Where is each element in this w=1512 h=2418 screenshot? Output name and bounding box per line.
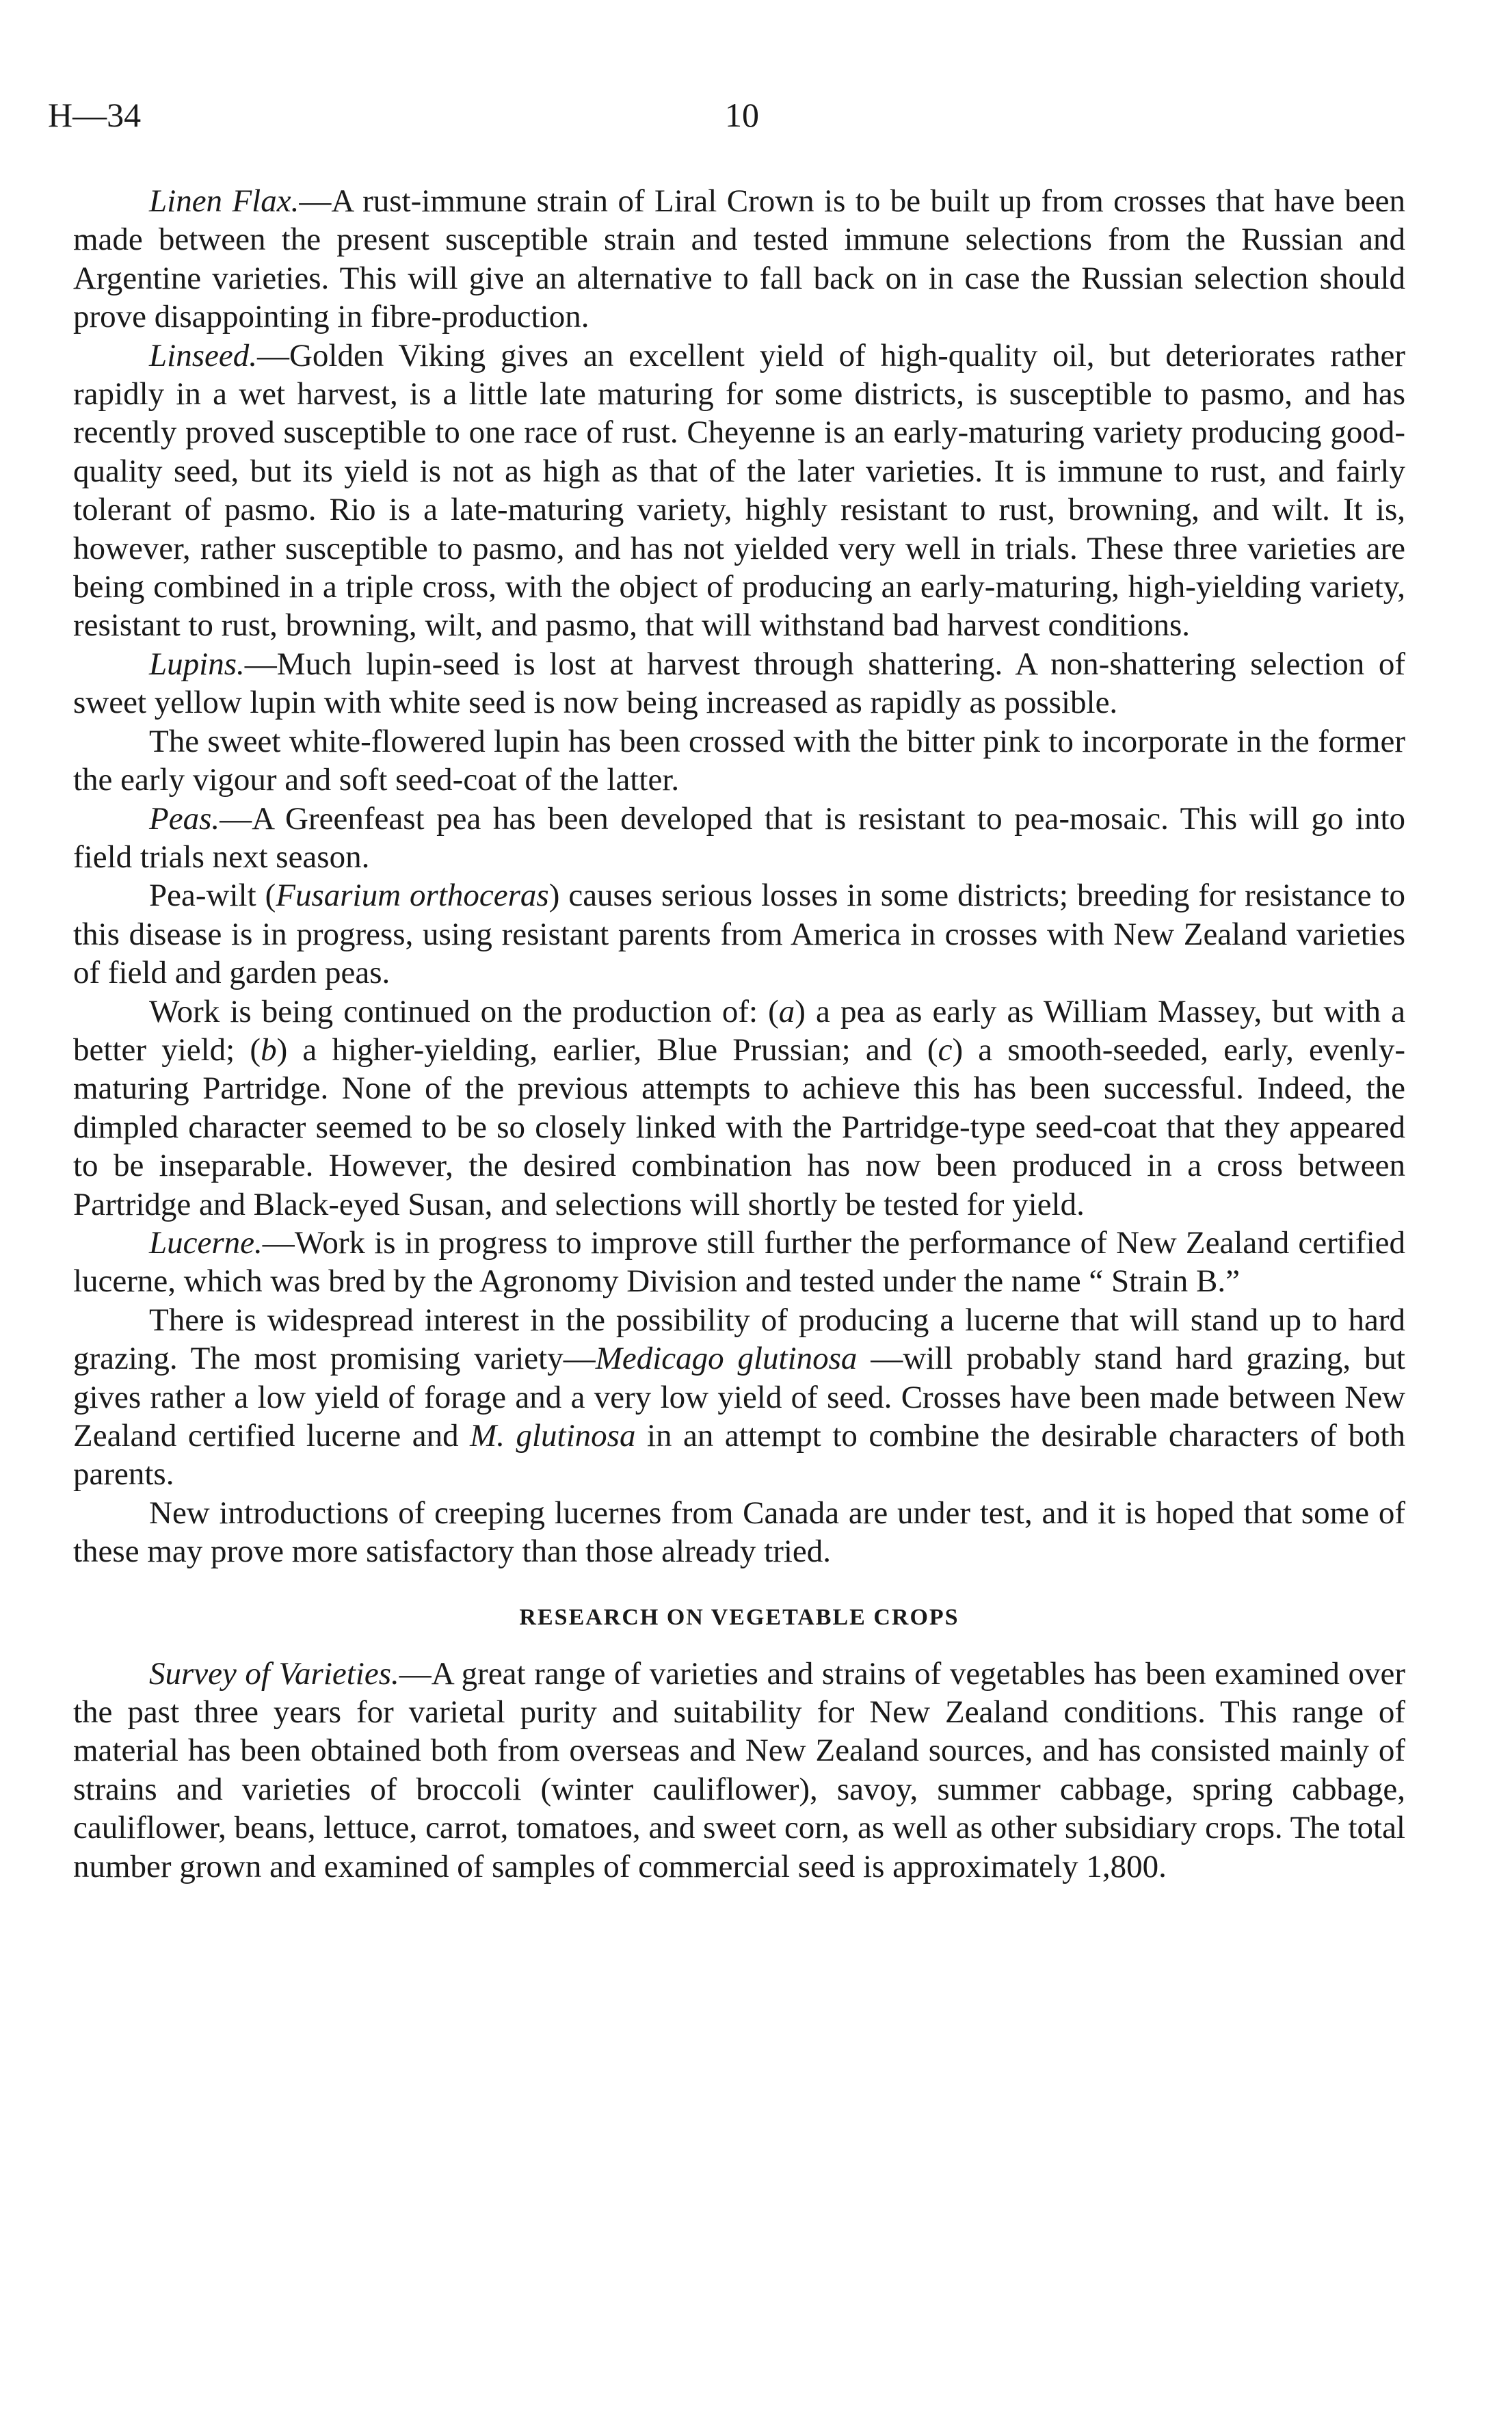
- paragraph-lead: Linen Flax.: [149, 183, 300, 219]
- paragraph-text: ) a higher-yielding, earlier, Blue Prussian; and (: [276, 1031, 938, 1068]
- paragraph-text: New introductions of creeping lucernes from Canada are under test, and it is hoped that some of these may prove more satisfactory than those already tried.: [73, 1495, 1405, 1570]
- paragraph-text: ) a pea as early as William Massey, but with a better yield; (: [73, 993, 1405, 1068]
- paragraph-lead: Peas.: [149, 800, 220, 837]
- paragraph-peas: [73, 800, 1405, 877]
- paragraph-lead: Lucerne.: [149, 1224, 263, 1261]
- species-name: M. glutinosa: [470, 1418, 636, 1454]
- paragraph-pea-wilt: [73, 876, 1405, 992]
- section-heading: RESEARCH ON VEGETABLE CROPS: [519, 1604, 959, 1630]
- paragraph-text: Pea-wilt (: [149, 878, 276, 914]
- paragraph-text: ) causes serious losses in some districts; breeding for resistance to this disease is in progress, using resistant parents from America in crosses with New Zealand varieties of field and garden peas.: [73, 878, 1405, 991]
- list-label: b: [261, 1031, 277, 1068]
- paragraph-text: in an attempt to combine the desirable characters of both parents.: [73, 1418, 1406, 1493]
- paragraph-linen-flax: [73, 182, 1405, 337]
- paragraph-lupins: [73, 645, 1405, 722]
- paragraph-creeping-lucernes: [73, 1494, 1405, 1571]
- species-name: Medicago glutinosa: [595, 1341, 858, 1377]
- paragraph-text: —Golden Viking gives an excellent yield of high-quality oil, but deteriorates rather rapidly in a wet harvest, is a little late maturing for some districts, is susceptible to pasmo, and has recently proved susceptible to one race of rust. Cheyenne is an early-maturing variety producing good-quality seed, but its yield is not as high as that of the later varieties. It is immune to rust, and fairly tolerant of pasmo. Rio is a late-maturing variety, highly resistant to rust, browning, and wilt. It is, however, rather susceptible to pasmo, and has not yielded very well in trials. These three varieties are being combined in a triple cross, with the object of producing an early-maturing, high-yielding variety, resistant to rust, browning, wilt, and pasmo, that will withstand bad harvest conditions.: [73, 337, 1405, 644]
- list-label: c: [938, 1031, 953, 1068]
- paragraph-text: —A rust-immune strain of Liral Crown is to be built up from crosses that have been made between the present susceptible strain and tested immune selections from the Russian and Argentine varieties. This will give an alternative to fall back on in case the Russian selection should prove disappointing in fibre-production.: [73, 183, 1405, 335]
- paragraph-text: —Work is in progress to improve still further the performance of New Zealand certified lucerne, which was bred by the Agronomy Division and tested under the name “ Strain B.”: [73, 1224, 1405, 1300]
- page-body: [73, 182, 1405, 1886]
- list-label: a: [778, 993, 795, 1029]
- paragraph-text: Work is being continued on the production of: (: [149, 993, 779, 1029]
- paragraph-text: —will probably stand hard grazing, but gives rather a low yield of forage and a very low yield of seed. Crosses have been made between New Zealand certified lucerne and: [73, 1341, 1405, 1454]
- paragraph-text: —A great range of varieties and strains of vegetables has been examined over the past three years for varietal purity and suitability for New Zealand conditions. This range of material has been obtained both from overseas and New Zealand sources, and has consisted mainly of strains and varieties of broccoli (winter cauliflower), savoy, summer cabbage, spring cabbage, cauliflower, beans, lettuce, carrot, tomatoes, and sweet corn, as well as other subsidiary crops. The total number grown and examined of samples of commercial seed is approximately 1,800.: [73, 1655, 1405, 1884]
- paragraph-lucerne: [73, 1224, 1405, 1301]
- paragraph-lupin-cross: [73, 722, 1405, 800]
- paragraph-text: There is widespread interest in the possibility of producing a lucerne that will stand up to hard grazing. The most promising variety—: [73, 1302, 1405, 1377]
- paragraph-survey-of-varieties: [73, 1655, 1405, 1886]
- paragraph-text: The sweet white-flowered lupin has been crossed with the bitter pink to incorporate in the former the early vigour and soft seed-coat of the latter.: [73, 723, 1405, 798]
- species-name: Fusarium orthoceras: [276, 878, 549, 914]
- paragraph-lead: Lupins.: [149, 646, 245, 682]
- document-id: H—34: [48, 96, 142, 134]
- paragraph-text: ) a smooth-seeded, early, evenly-maturing Partridge. None of the previous attempts to achieve this has been successful. Indeed, the dimpled character seemed to be so closely linked with the Partridge-type seed-coat that they appeared to be inseparable. However, the desired combination has now been produced in a cross between Partridge and Black-eyed Susan, and selections will shortly be tested for yield.: [73, 1031, 1405, 1222]
- paragraph-lead: Survey of Varieties.: [149, 1655, 399, 1692]
- page-header: [48, 88, 1464, 142]
- paragraph-lucerne-grazing: [73, 1301, 1405, 1494]
- paragraph-text: —A Greenfeast pea has been developed that is resistant to pea-mosaic. This will go into field trials next season.: [73, 800, 1405, 875]
- paragraph-lead: Linseed.: [149, 337, 257, 373]
- paragraph-text: —Much lupin-seed is lost at harvest through shattering. A non-shattering selection of sweet yellow lupin with white seed is now being increased as rapidly as possible.: [73, 646, 1405, 721]
- page-number: 10: [725, 96, 759, 134]
- paragraph-pea-work: [73, 993, 1405, 1224]
- paragraph-linseed: [73, 337, 1405, 645]
